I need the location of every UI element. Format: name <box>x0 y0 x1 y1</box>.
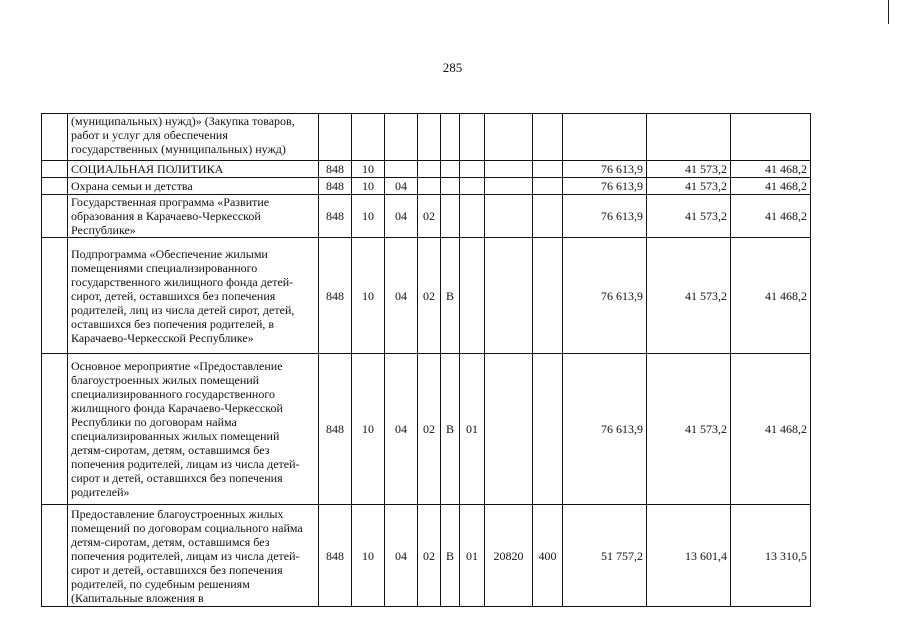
program-code: 02 <box>418 505 441 607</box>
direction-code: 20820 <box>485 505 533 607</box>
subsection-code: 04 <box>385 505 418 607</box>
expense-type-code <box>533 195 563 238</box>
ministry-code <box>319 114 352 161</box>
page-number: 285 <box>442 60 463 75</box>
section-code: 10 <box>352 354 385 505</box>
row-housing-provision <box>42 505 811 607</box>
program-code <box>418 161 441 178</box>
amount-year-1: 76 613,9 <box>563 195 647 238</box>
subprogram-code: В <box>441 238 460 354</box>
section-code: 10 <box>352 161 385 178</box>
section-code: 10 <box>352 195 385 238</box>
amount-year-1: 51 757,2 <box>563 505 647 607</box>
subprogram-code <box>441 195 460 238</box>
amount-year-2: 41 573,2 <box>647 178 731 195</box>
subsection-code: 04 <box>385 238 418 354</box>
blank-cell <box>42 178 68 195</box>
subsection-code: 04 <box>385 354 418 505</box>
amount-year-3: 41 468,2 <box>731 238 811 354</box>
blank-cell <box>42 161 68 178</box>
direction-code <box>485 114 533 161</box>
ministry-code: 848 <box>319 161 352 178</box>
item-name: Подпрограмма «Обеспечение жилыми помещениями специализированного государственного жилищного фонда детей-сирот, детей, оставшихся без попечения родителей, лиц из числа детей сирот, детей, оставшихся без попечения родителей, в Карачаево-Черкесской Республике» <box>68 238 319 354</box>
subprogram-code: В <box>441 354 460 505</box>
blank-cell <box>42 505 68 607</box>
direction-code <box>485 161 533 178</box>
section-code: 10 <box>352 238 385 354</box>
direction-code <box>485 354 533 505</box>
program-code <box>418 178 441 195</box>
subprogram-code <box>441 114 460 161</box>
amount-year-3: 41 468,2 <box>731 195 811 238</box>
row-main-event <box>42 354 811 505</box>
program-code: 02 <box>418 354 441 505</box>
row-social-policy <box>42 161 811 178</box>
amount-year-2: 41 573,2 <box>647 161 731 178</box>
expense-type-code: 400 <box>533 505 563 607</box>
program-code: 02 <box>418 195 441 238</box>
amount-year-1: 76 613,9 <box>563 161 647 178</box>
amount-year-1: 76 613,9 <box>563 354 647 505</box>
subprogram-code <box>441 178 460 195</box>
section-code <box>352 114 385 161</box>
blank-cell <box>42 195 68 238</box>
event-code <box>460 178 485 195</box>
amount-year-2: 41 573,2 <box>647 238 731 354</box>
blank-cell <box>42 114 68 161</box>
expense-type-code <box>533 161 563 178</box>
event-code <box>460 195 485 238</box>
event-code: 01 <box>460 354 485 505</box>
subsection-code: 04 <box>385 178 418 195</box>
row-subprogram <box>42 238 811 354</box>
expense-type-code <box>533 354 563 505</box>
amount-year-2: 41 573,2 <box>647 354 731 505</box>
blank-cell <box>42 238 68 354</box>
row-continuation <box>42 114 811 161</box>
direction-code <box>485 178 533 195</box>
item-name: Основное мероприятие «Предоставление благоустроенных жилых помещений специализированного государственного жилищного фонда Карачаево-Черкесской Республики по договорам найма специализированных жилых помещений детям-сиротам, детям, оставшимся без попечения родителей, лицам из числа детей-сирот и детей, оставшихся без попечения родителей» <box>68 354 319 505</box>
subsection-code <box>385 114 418 161</box>
event-code <box>460 114 485 161</box>
item-name: Предоставление благоустроенных жилых помещений по договорам социального найма детям-сиротам, детям, оставшимся без попечения родителей, лицам из числа детей-сирот и детей, оставшихся без попечения родителей, по судебным решениям (Капитальные вложения в <box>68 505 319 607</box>
amount-year-3: 41 468,2 <box>731 161 811 178</box>
subsection-code: 04 <box>385 195 418 238</box>
row-state-program <box>42 195 811 238</box>
amount-year-3: 41 468,2 <box>731 178 811 195</box>
subsection-code <box>385 161 418 178</box>
program-code: 02 <box>418 238 441 354</box>
ministry-code: 848 <box>319 505 352 607</box>
expense-type-code <box>533 114 563 161</box>
amount-year-2 <box>647 114 731 161</box>
item-name: СОЦИАЛЬНАЯ ПОЛИТИКА <box>68 161 319 178</box>
program-code <box>418 114 441 161</box>
item-name: Государственная программа «Развитие образования в Карачаево-Черкесской Республике» <box>68 195 319 238</box>
amount-year-3 <box>731 114 811 161</box>
direction-code <box>485 238 533 354</box>
amount-year-1: 76 613,9 <box>563 238 647 354</box>
ministry-code: 848 <box>319 354 352 505</box>
amount-year-1: 76 613,9 <box>563 178 647 195</box>
ministry-code: 848 <box>319 178 352 195</box>
event-code: 01 <box>460 505 485 607</box>
subprogram-code: В <box>441 505 460 607</box>
amount-year-2: 13 601,4 <box>647 505 731 607</box>
section-code: 10 <box>352 505 385 607</box>
expense-type-code <box>533 178 563 195</box>
table-body <box>42 114 811 607</box>
section-code: 10 <box>352 178 385 195</box>
amount-year-1 <box>563 114 647 161</box>
expense-type-code <box>533 238 563 354</box>
row-family-childhood <box>42 178 811 195</box>
event-code <box>460 238 485 354</box>
amount-year-2: 41 573,2 <box>647 195 731 238</box>
amount-year-3: 41 468,2 <box>731 354 811 505</box>
blank-cell <box>42 354 68 505</box>
direction-code <box>485 195 533 238</box>
scan-edge-line <box>888 0 889 24</box>
subprogram-code <box>441 161 460 178</box>
amount-year-3: 13 310,5 <box>731 505 811 607</box>
event-code <box>460 161 485 178</box>
ministry-code: 848 <box>319 238 352 354</box>
item-name: (муниципальных) нужд)» (Закупка товаров, работ и услуг для обеспечения государственных (муниципальных) нужд) <box>68 114 319 161</box>
item-name: Охрана семьи и детства <box>68 178 319 195</box>
budget-table <box>41 113 811 607</box>
ministry-code: 848 <box>319 195 352 238</box>
